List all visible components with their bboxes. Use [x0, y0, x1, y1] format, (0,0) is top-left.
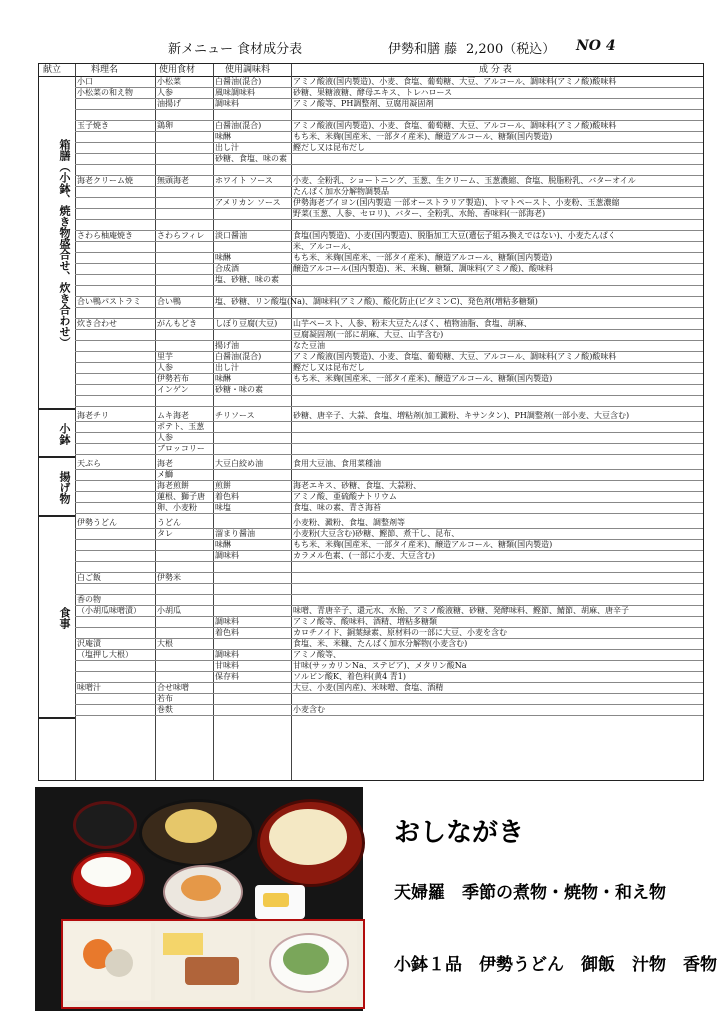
table-row	[75, 109, 703, 120]
seasoning-cell: 出し汁	[215, 143, 239, 152]
pickles	[263, 893, 289, 907]
ingredient-cell: 小胡瓜	[157, 606, 181, 615]
components-cell: もち米、米麹(国産米、一部タイ産米)、醸造アルコール、糖類(国内製造)	[293, 253, 553, 262]
components-cell: 野菜(玉葱、人参、セロリ)、バター、全粉乳、水飴、香味料(一部海老)	[293, 209, 546, 218]
seasoning-cell: 煎餅	[215, 481, 231, 490]
components-cell: たんぱく加水分解物調製品	[293, 187, 389, 196]
table-row	[75, 307, 703, 318]
components-cell: 山芋ペースト、人参、粉末大豆たんぱく、植物油脂、食塩、胡麻、	[293, 319, 532, 328]
table-row	[75, 197, 703, 208]
seasoning-cell: 出し汁	[215, 363, 239, 372]
section-label: 箱膳（小鉢、焼き物盛合せ、炊き合わせ）	[58, 138, 71, 348]
components-cell: もち米、米麹(国産米、一部タイ産米)、醸造アルコール、糖類(国内製造)	[293, 132, 553, 141]
seasoning-cell: ホワイト ソース	[215, 176, 273, 185]
menu-line-2: 小鉢１品 伊勢うどん 御飯 汁物 香物	[394, 955, 717, 975]
table-row	[75, 638, 703, 649]
dish-name-cell: 海老チリ	[77, 411, 109, 420]
components-cell: 小麦粉(大豆含む)砂糖、鰹節、煮干し、昆布、	[293, 529, 460, 538]
taro	[105, 949, 133, 977]
dish-name-cell: 玉子焼き	[77, 121, 109, 130]
table-row	[75, 241, 703, 252]
components-cell: 小麦、全粉乳、ショートニング、玉葱、生クリーム、玉葱濃縮、食塩、脱脂粉乳、バターオイル	[293, 176, 636, 185]
seasoning-cell: 味醂	[215, 374, 231, 383]
udon-noodles	[269, 809, 347, 865]
table-row	[75, 528, 703, 539]
seasoning-cell: 白醤油(混合)	[215, 352, 262, 361]
table-row	[75, 208, 703, 219]
ingredient-cell: 卵、小麦粉	[157, 503, 197, 512]
dish-name-cell: さわら柚庵焼き	[77, 231, 133, 240]
components-cell: なた豆油	[293, 341, 325, 350]
row-divider	[75, 406, 703, 407]
table-row	[75, 660, 703, 671]
dish-name-cell: 伊勢うどん	[77, 518, 117, 527]
components-cell: 砂糖、唐辛子、大蒜、食塩、増粘剤(加工澱粉、キサンタン)、PH調整剤(一部小麦、大豆含む)	[293, 411, 630, 420]
dish-name-cell: 小松菜の和え物	[77, 88, 133, 97]
section-label: 揚げ物	[58, 471, 71, 504]
ingredient-cell: 無頭海老	[157, 176, 189, 185]
table-row	[75, 296, 703, 307]
table-row	[75, 285, 703, 296]
table-row	[75, 616, 703, 627]
seasoning-cell: 砂糖、食塩、味の素	[215, 154, 287, 163]
components-cell: 食塩、味の素、青さ海苔	[293, 503, 381, 512]
table-row	[75, 458, 703, 469]
table-row	[75, 410, 703, 421]
shop-name: 伊勢和膳 藤	[388, 42, 458, 57]
document-title: 新メニュー 食材成分表	[168, 42, 303, 57]
dish-name-cell: （小胡瓜味噌漬）	[77, 606, 141, 615]
components-cell: アミノ酸等、PH調整剤、豆腐用凝固剤	[293, 99, 434, 108]
table-row	[75, 502, 703, 513]
table-row	[75, 605, 703, 616]
components-cell: アミノ酸液(国内製造)、小麦、食塩、葡萄糖、大豆、アルコール、調味料(アミノ酸)酸味料	[293, 352, 617, 361]
column-header-dish: 料理名	[91, 65, 119, 75]
table-row	[75, 263, 703, 274]
column-header-components: 成 分 表	[479, 65, 512, 75]
row-divider	[75, 715, 703, 716]
seasoning-cell: 味醂	[215, 132, 231, 141]
seasoning-cell: アメリカン ソース	[215, 198, 281, 207]
components-cell: 食用大豆油、食用菜種油	[293, 459, 381, 468]
seasoning-cell: 大豆白絞め油	[215, 459, 263, 468]
table-row	[75, 561, 703, 572]
seasoning-cell: 着色料	[215, 628, 239, 637]
table-row	[75, 362, 703, 373]
ingredient-cell: 巻麩	[157, 705, 173, 714]
table-row	[75, 329, 703, 340]
components-cell: 豆腐凝固剤(一部に胡麻、大豆、山芋含む)	[293, 330, 444, 339]
seasoning-cell: 風味調味料	[215, 88, 255, 97]
components-cell: 甘味(サッカリンNa、ステビア)、メタリン酸Na	[293, 661, 467, 670]
components-cell: ソルビン酸K、着色料(黄4 青1)	[293, 672, 406, 681]
tempura	[165, 809, 217, 843]
column-header-ingredient: 使用食材	[159, 65, 196, 75]
table-row	[75, 395, 703, 406]
dish-name-cell: （塩押し大根）	[77, 650, 133, 659]
table-row	[75, 219, 703, 230]
ingredient-cell: インゲン	[157, 385, 189, 394]
components-cell: 伊勢海老ブイヨン(国内製造 一部オーストラリア製造)、トマトペースト、小麦粉、玉葱濃縮	[293, 198, 620, 207]
table-row	[75, 432, 703, 443]
table-row	[75, 175, 703, 186]
table-row	[75, 421, 703, 432]
components-cell: カラメル色素、(一部に小麦、大豆含む)	[293, 551, 436, 560]
components-cell: 小麦含む	[293, 705, 325, 714]
seasoning-cell: 着色料	[215, 492, 239, 501]
table-row	[75, 517, 703, 528]
components-cell: もち米、米麹(国産米、一部タイ産米)、醸造アルコール、糖類(国内製造)	[293, 374, 553, 383]
table-row	[75, 87, 703, 98]
menu-price: 2,200（税込）	[466, 42, 556, 57]
dish-name-cell: 合い鴨パストラミ	[77, 297, 141, 306]
seasoning-cell: 溜まり醤油	[215, 529, 255, 538]
table-row	[75, 98, 703, 109]
seasoning-cell: 合成酒	[215, 264, 239, 273]
table-row	[75, 491, 703, 502]
table-row	[75, 153, 703, 164]
table-row	[75, 384, 703, 395]
table-row	[75, 704, 703, 715]
ingredient-cell: うどん	[157, 518, 181, 527]
components-cell: 砂糖、果糖液糖、酵母エキス、トレハロース	[293, 88, 453, 97]
table-row	[75, 373, 703, 384]
table-row	[75, 649, 703, 660]
grilled-fish	[185, 957, 239, 985]
section-label: 小鉢	[58, 423, 71, 445]
table-row	[75, 120, 703, 131]
seasoning-cell: 保存料	[215, 672, 239, 681]
seasoning-cell: 淡口醤油	[215, 231, 247, 240]
soup-bowl-lid	[73, 801, 137, 849]
seasoning-cell: しぼり豆腐(大豆)	[215, 319, 278, 328]
table-row	[75, 627, 703, 638]
components-cell: 食塩(国内製造)、小麦(国内製造)、脱脂加工大豆(遺伝子組み換えではない)、小麦たんぱく	[293, 231, 616, 240]
seasoning-cell: 塩、砂糖、味の素	[215, 275, 279, 284]
simmered-dish	[181, 875, 221, 901]
table-row	[75, 186, 703, 197]
meal-photo	[35, 787, 363, 1011]
document-number: NO 4	[576, 38, 616, 54]
menu-line-1: 天婦羅 季節の煮物・焼物・和え物	[394, 883, 666, 903]
seasoning-cell: 揚げ油	[215, 341, 239, 350]
ingredient-cell: 人参	[157, 363, 173, 372]
dish-name-cell: 香の物	[77, 595, 101, 604]
table-row	[75, 76, 703, 87]
ingredient-cell: ポテト、玉葱	[157, 422, 205, 431]
ingredient-cell: さわらフィレ	[157, 231, 205, 240]
table-row	[75, 274, 703, 285]
seasoning-cell: 調味料	[215, 617, 239, 626]
column-header-kondate: 献立	[43, 65, 62, 75]
dish-name-cell: 海老クリーム焼	[77, 176, 133, 185]
ingredient-cell: 海老	[157, 459, 173, 468]
ingredient-cell: がんもどき	[157, 319, 197, 328]
column-header-seasoning: 使用調味料	[225, 65, 271, 75]
rice	[81, 857, 131, 887]
ingredient-cell: 鶏卵	[157, 121, 173, 130]
table-row	[75, 252, 703, 263]
seasoning-cell: 調味料	[215, 99, 239, 108]
menu-heading: おしながき	[394, 818, 525, 848]
ingredient-table	[38, 63, 704, 781]
table-row	[75, 318, 703, 329]
components-cell: 味噌、青唐辛子、還元水、水飴、アミノ酸液糖、砂糖、発酵味料、鰹節、鯖節、胡麻、唐辛子	[293, 606, 629, 615]
ingredient-cell: ムキ海老	[157, 411, 189, 420]
document-header	[0, 38, 724, 60]
ingredient-cell: 海老煎餅	[157, 481, 189, 490]
ingredient-cell: 里芋	[157, 352, 173, 361]
ingredient-cell: タレ	[157, 529, 173, 538]
row-divider	[75, 454, 703, 455]
components-cell: アミノ酸液(国内製造)、小麦、食塩、葡萄糖、大豆、アルコール、調味料(アミノ酸)酸味料	[293, 121, 617, 130]
components-cell: アミノ酸、亜硫酸ナトリウム	[293, 492, 397, 501]
table-row	[75, 539, 703, 550]
seasoning-cell: 味醂	[215, 253, 231, 262]
table-row	[75, 131, 703, 142]
row-divider	[75, 513, 703, 514]
ingredient-cell: 油揚げ	[157, 99, 181, 108]
table-row	[75, 671, 703, 682]
table-row	[75, 142, 703, 153]
table-row	[75, 443, 703, 454]
components-cell: 鰹だし又は昆布だし	[293, 363, 365, 372]
table-row	[75, 340, 703, 351]
components-cell: 食塩、米、米糠、たんぱく加水分解物(小麦含む)	[293, 639, 468, 648]
table-row	[75, 550, 703, 561]
tamagoyaki	[163, 933, 203, 955]
components-cell: 米、アルコール、	[293, 242, 356, 251]
components-cell: カロチノイド、銅葉緑素、原材料の一部に大豆、小麦を含む	[293, 628, 507, 637]
seasoning-cell: 砂糖・味の素	[215, 385, 263, 394]
components-cell: 小麦粉、澱粉、食塩、調整剤等	[293, 518, 405, 527]
ingredient-cell: 小松菜	[157, 77, 181, 86]
aemono	[283, 943, 329, 975]
seasoning-cell: 白醤油(混合)	[215, 121, 262, 130]
seasoning-cell: 甘味料	[215, 661, 239, 670]
ingredient-cell: 合い鴨	[157, 297, 181, 306]
ingredient-cell: 人参	[157, 88, 173, 97]
table-row	[75, 594, 703, 605]
table-row	[75, 164, 703, 175]
dish-name-cell: 天ぷら	[77, 459, 101, 468]
dish-name-cell: 小口	[77, 77, 93, 86]
ingredient-cell: 若布	[157, 694, 173, 703]
seasoning-cell: 味塩	[215, 503, 231, 512]
dish-name-cell: 炊き合わせ	[77, 319, 117, 328]
seasoning-cell: 調味料	[215, 551, 239, 560]
dish-name-cell: 味噌汁	[77, 683, 101, 692]
components-cell: もち米、米麹(国産米、一部タイ産米)、醸造アルコール、糖類(国内製造)	[293, 540, 553, 549]
components-cell: 海老エキス、砂糖、食塩、大蒜粉、	[293, 481, 422, 490]
table-row	[75, 693, 703, 704]
table-row	[75, 572, 703, 583]
seasoning-cell: 白醤油(混合)	[215, 77, 262, 86]
seasoning-cell: チリソース	[215, 411, 255, 420]
table-row	[75, 230, 703, 241]
section-label: 食事	[58, 607, 71, 629]
components-cell: アミノ酸等、酸味料、酒精、増粘多糖類	[293, 617, 437, 626]
components-cell: 大豆、小麦(国内産)、米味噌、食塩、酒精	[293, 683, 444, 692]
components-cell: アミノ酸液(国内製造)、小麦、食塩、葡萄糖、大豆、アルコール、調味料(アミノ酸)酸味料	[293, 77, 617, 86]
table-row	[75, 469, 703, 480]
table-row	[75, 682, 703, 693]
ingredient-cell: 伊勢若布	[157, 374, 189, 383]
table-row	[75, 351, 703, 362]
seasoning-cell: 味醂	[215, 540, 231, 549]
ingredient-cell: 人参	[157, 433, 173, 442]
ingredient-cell: 伊勢米	[157, 573, 181, 582]
components-cell: 鰹だし又は昆布だし	[293, 143, 365, 152]
table-row	[75, 583, 703, 594]
components-cell: 醸造アルコール(国内製造)、米、米麹、糖類、調味料(アミノ酸)、酸味料	[293, 264, 554, 273]
dish-name-cell: 沢庵漬	[77, 639, 101, 648]
ingredient-cell: ブロッコリー	[157, 444, 205, 453]
ingredient-cell: メ鰤	[157, 470, 173, 479]
dish-name-cell: 白ご飯	[77, 573, 101, 582]
components-cell: アミノ酸等、	[293, 650, 341, 659]
ingredient-cell: 蓮根、獅子唐	[157, 492, 205, 501]
seasoning-cell: 塩、砂糖、リン酸塩(Na)、調味料(アミノ酸)、酸化防止(ビタミンC)、発色剤(増粘多糖類)	[215, 297, 538, 306]
seasoning-cell: 調味料	[215, 650, 239, 659]
table-row	[75, 480, 703, 491]
ingredient-cell: 合せ味噌	[157, 683, 189, 692]
ingredient-cell: 大根	[157, 639, 173, 648]
